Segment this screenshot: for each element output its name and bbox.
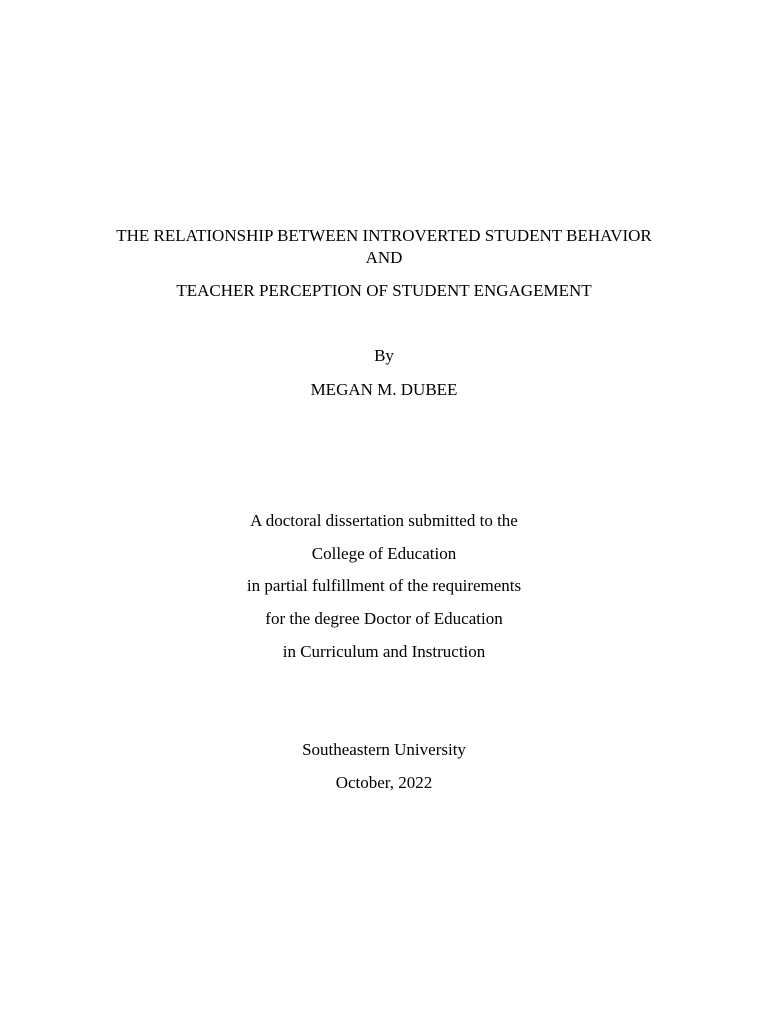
institution-name: Southeastern University (302, 740, 466, 759)
submission-line-3: in partial fulfillment of the requirements (246, 576, 522, 595)
title-line-3: TEACHER PERCEPTION OF STUDENT ENGAGEMENT (176, 281, 592, 300)
submission-line-1: A doctoral dissertation submitted to the (250, 511, 518, 530)
submission-line-5: in Curriculum and Instruction (282, 642, 486, 661)
author-by: By (374, 346, 394, 365)
submission-line-4: for the degree Doctor of Education (265, 609, 503, 628)
title-line-2: AND (365, 248, 403, 267)
submission-line-2: College of Education (311, 544, 457, 563)
title-line-1: THE RELATIONSHIP BETWEEN INTROVERTED STUDENT BEHAVIOR (116, 226, 652, 245)
author-name: MEGAN M. DUBEE (310, 380, 458, 399)
submission-date: October, 2022 (335, 773, 433, 792)
